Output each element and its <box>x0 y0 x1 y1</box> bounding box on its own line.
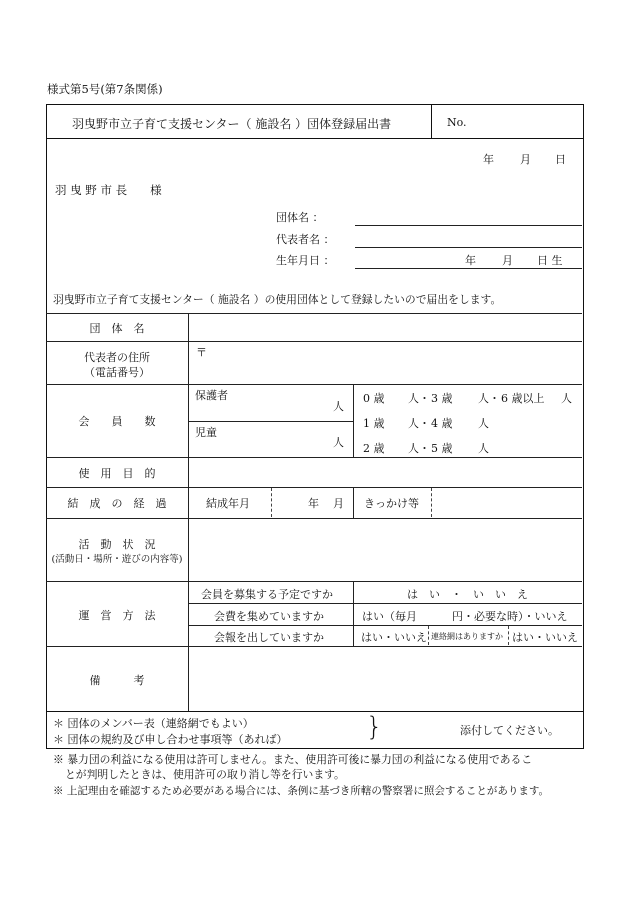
addressee: 羽 曳 野 市 長 様 <box>55 183 162 197</box>
label-column-line <box>188 313 189 711</box>
group-name-input-line[interactable] <box>355 225 582 226</box>
birthdate-label: 生年月日 ： <box>276 254 335 267</box>
age3-label: 3 歳 <box>431 392 453 405</box>
formation-year-label: 結成年月 <box>206 497 250 510</box>
row-line-9 <box>46 711 583 712</box>
guardian-label: 保護者 <box>195 389 228 402</box>
fee-answer-suffix[interactable]: 円・必要な時）・いいえ <box>452 610 568 623</box>
birth-month-unit: 月 <box>502 254 513 267</box>
fee-question: 会費を集めていますか <box>214 610 324 623</box>
age4-unit: 人 <box>478 417 489 430</box>
activity-subheader: (活動日・場所・遊びの内容等) <box>51 554 183 565</box>
note-1: ※ 暴力団の利益になる使用は許可しません。また、使用許可後に暴力団の利益になる使用であるこ <box>53 753 533 766</box>
statement: 羽曳野市立子育て支援センター（ 施設名 ）の使用団体として登録したいので届出をします。 <box>53 293 502 306</box>
row-line-7 <box>46 581 582 582</box>
row-line-1 <box>46 313 582 314</box>
date-day-label: 日 <box>555 153 566 166</box>
fee-answer-prefix[interactable]: はい（毎月 <box>362 610 417 623</box>
contact-question: 連絡網はありますか <box>431 632 503 641</box>
attach-note: 添付してください。 <box>460 724 559 737</box>
formation-year-unit: 年 <box>308 497 319 510</box>
attachment-item-2: ＊ 団体の規約及び申し合わせ事項等（あれば） <box>53 733 288 746</box>
formation-dash-2 <box>431 488 432 517</box>
form-title: 羽曳野市立子育て支援センター（ 施設名 ）団体登録届出書 <box>72 117 392 131</box>
formation-header: 結 成 の 経 過 <box>67 497 167 510</box>
newsletter-answer[interactable]: はい・いいえ <box>361 631 427 644</box>
operation-dash-1 <box>428 626 429 645</box>
group-name-header: 団 体 名 <box>89 322 145 335</box>
date-month-label: 月 <box>520 153 531 166</box>
note-2: ※ 上記理由を確認するため必要がある場合には、条例に基づき所轄の警察署に照会することがあります。 <box>53 785 549 797</box>
representative-label: 代表者名 ： <box>276 233 335 246</box>
birth-year-unit: 年 <box>465 254 476 267</box>
title-divider <box>46 138 583 139</box>
operation-line-2 <box>188 625 582 626</box>
age0-label: 0 歳 <box>363 392 385 405</box>
operation-dash-2 <box>508 626 509 645</box>
birthdate-input-line[interactable] <box>355 268 582 269</box>
age5-unit: 人 <box>478 442 489 455</box>
recruit-answer[interactable]: は い ・ い い え <box>407 588 528 601</box>
phone-header: （電話番号） <box>84 366 150 379</box>
note-1-cont: とが判明したときは、使用許可の取り消し等を行います。 <box>65 768 345 781</box>
members-vline <box>353 384 354 457</box>
operation-line-1 <box>188 603 582 604</box>
recruit-question: 会員を募集する予定ですか <box>201 588 333 601</box>
members-split-line <box>188 421 353 422</box>
title-vline <box>431 104 432 138</box>
group-name-label: 団体名 ： <box>276 211 324 224</box>
formation-vline <box>353 487 354 518</box>
purpose-header: 使 用 目 的 <box>78 467 156 480</box>
birth-day-unit: 日 生 <box>537 254 563 267</box>
formation-dash-1 <box>271 488 272 517</box>
row-line-3 <box>46 384 582 385</box>
brace-icon: } <box>366 712 383 742</box>
number-label: No. <box>447 116 467 129</box>
age2-sep: 人・ <box>408 442 430 455</box>
child-label: 児童 <box>195 426 217 439</box>
age6-label: 6 歳以上 <box>501 392 545 405</box>
age6-unit: 人 <box>561 392 572 405</box>
representative-input-line[interactable] <box>355 247 582 248</box>
age2-label: 2 歳 <box>363 442 385 455</box>
newsletter-question: 会報を出していますか <box>214 631 324 644</box>
attachment-item-1: ＊ 団体のメンバー表（連絡網でもよい） <box>53 717 254 730</box>
age0-sep: 人・ <box>408 392 430 405</box>
operation-header: 運 営 方 法 <box>78 609 156 622</box>
row-line-4 <box>46 457 582 458</box>
form-number: 様式第5号(第7条関係) <box>47 82 163 96</box>
row-line-5 <box>46 487 582 488</box>
age3-sep: 人・ <box>478 392 500 405</box>
guardian-unit: 人 <box>333 400 344 413</box>
activity-header: 活 動 状 況 <box>78 538 156 551</box>
row-line-6 <box>46 518 582 519</box>
age1-sep: 人・ <box>408 417 430 430</box>
age1-label: 1 歳 <box>363 417 385 430</box>
rep-address-header: 代表者の住所 <box>84 351 150 364</box>
remarks-header: 備 考 <box>89 674 145 687</box>
age4-label: 4 歳 <box>431 417 453 430</box>
trigger-label: きっかけ等 <box>364 497 419 510</box>
formation-month-unit: 月 <box>333 497 344 510</box>
contact-answer[interactable]: はい・いいえ <box>512 631 578 644</box>
row-line-8 <box>46 646 582 647</box>
child-unit: 人 <box>333 436 344 449</box>
row-line-2 <box>46 341 582 342</box>
members-header: 会 員 数 <box>78 415 156 428</box>
postal-mark: 〒 <box>196 346 207 359</box>
age5-label: 5 歳 <box>431 442 453 455</box>
date-year-label: 年 <box>483 153 494 166</box>
